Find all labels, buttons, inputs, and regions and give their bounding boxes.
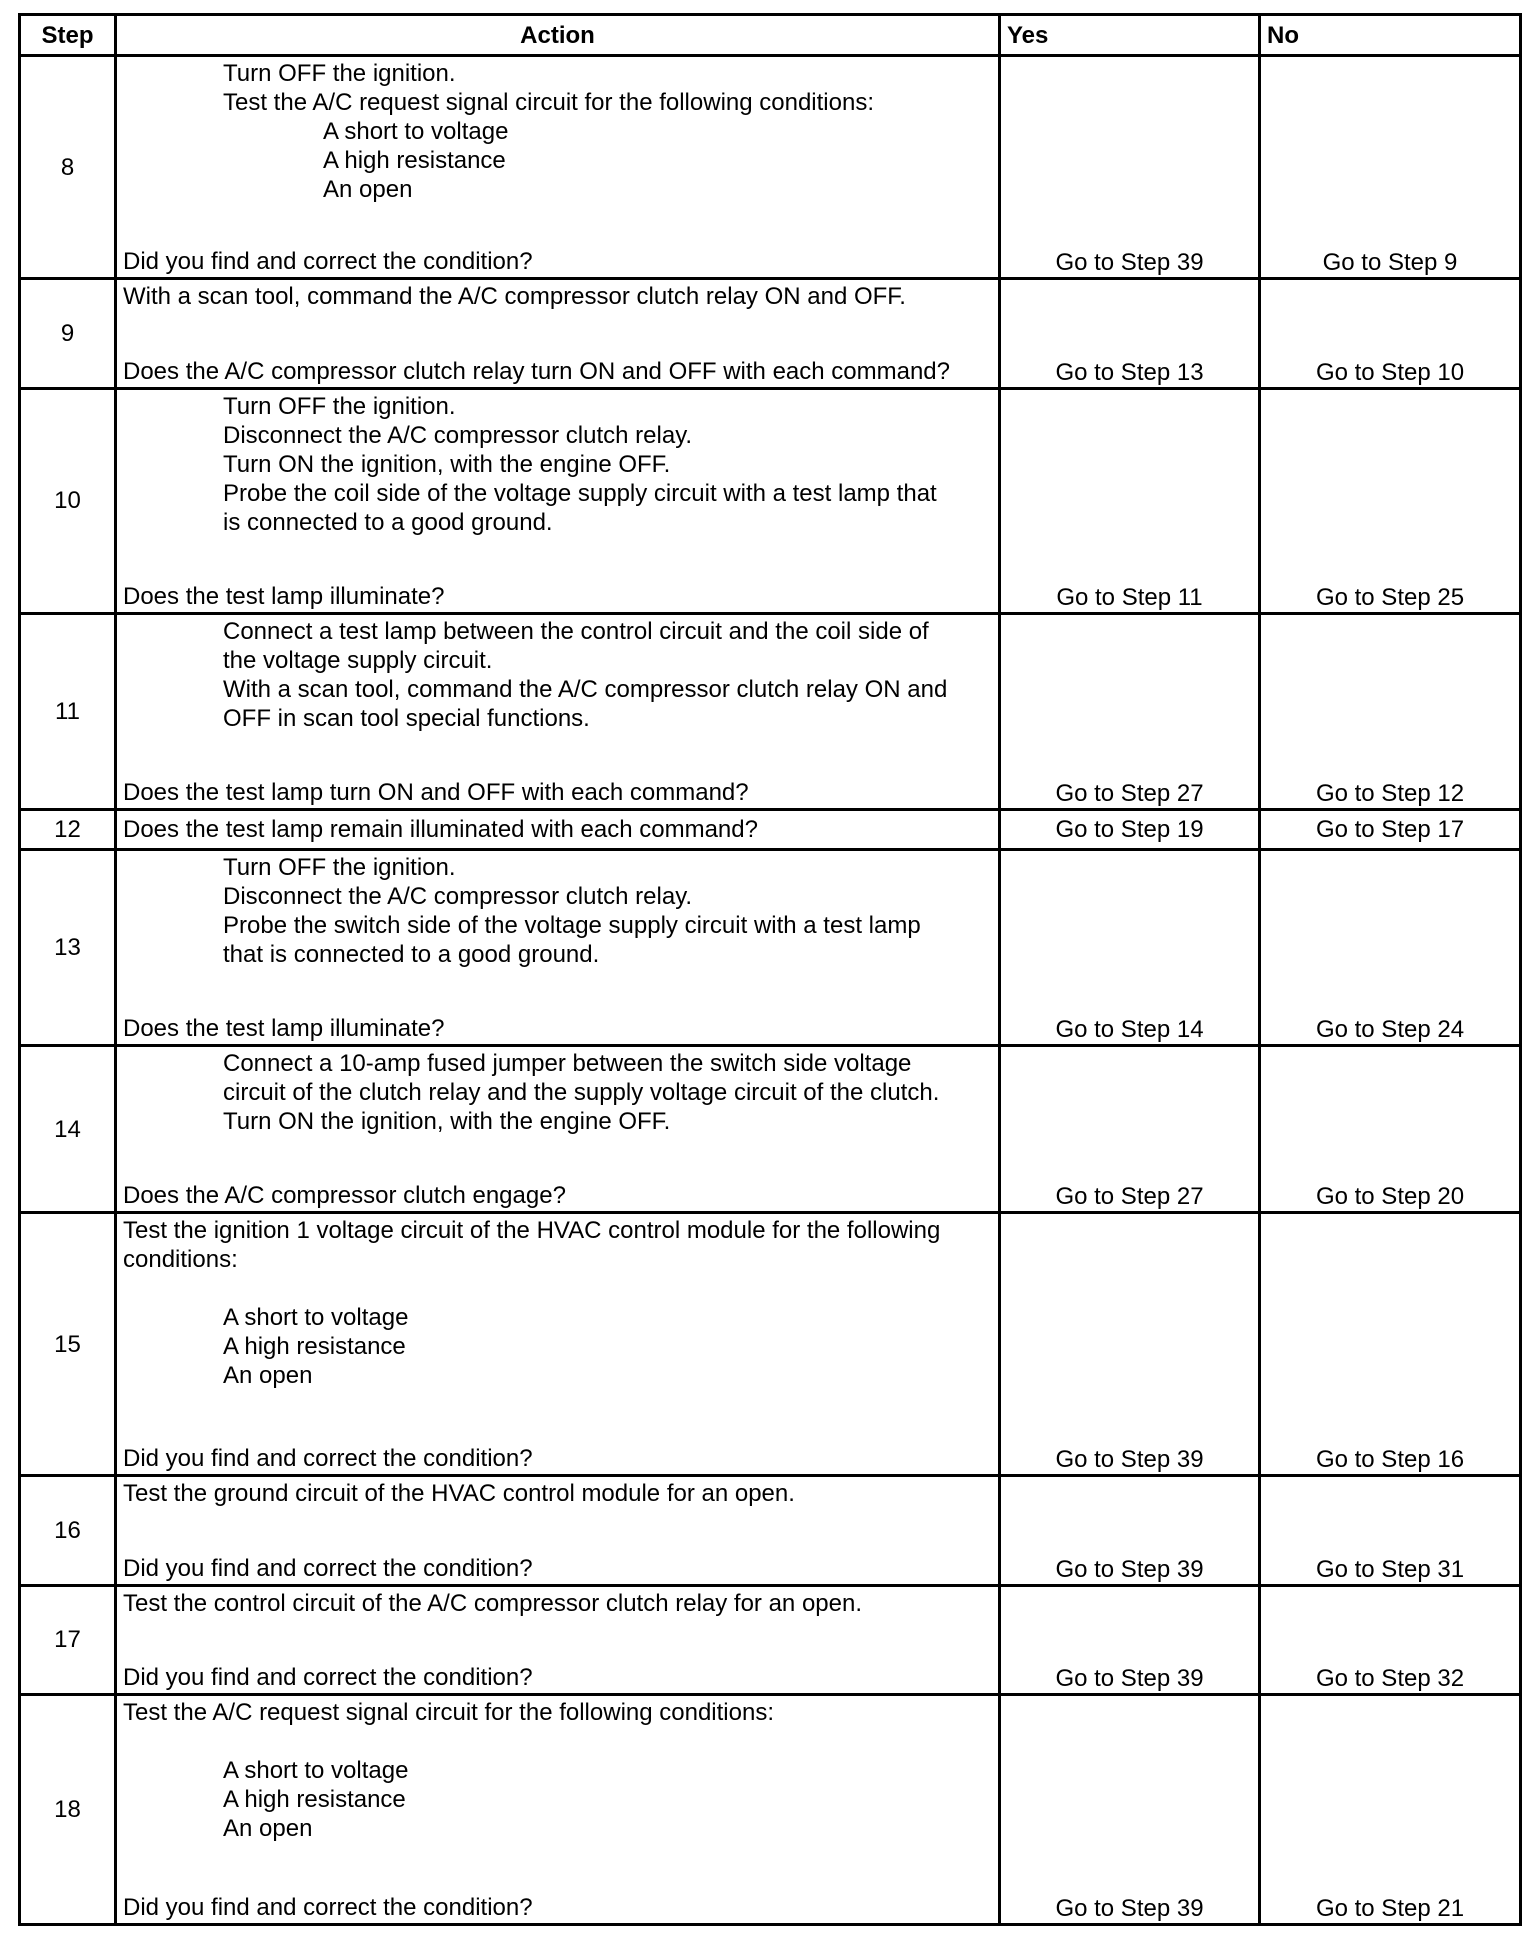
yes-result: Go to Step 27 <box>1000 1046 1260 1213</box>
action-line: Test the control circuit of the A/C compressor clutch relay for an open. <box>123 1589 863 1617</box>
action-question: Did you find and correct the condition? <box>123 1894 533 1921</box>
action-line: Probe the coil side of the voltage supply circuit with a test lamp that <box>223 480 937 508</box>
no-result: Go to Step 9 <box>1260 56 1521 279</box>
action-cell <box>116 1585 1000 1694</box>
action-question: Does the test lamp turn ON and OFF with each command? <box>123 778 749 806</box>
action-line: Test the A/C request signal circuit for the following conditions: <box>123 1698 774 1726</box>
yes-result: Go to Step 13 <box>1000 279 1260 389</box>
action-cell <box>116 1476 1000 1585</box>
yes-result: Go to Step 27 <box>1000 613 1260 809</box>
spacer <box>123 1727 992 1756</box>
action-cell <box>116 1213 1000 1476</box>
table-row <box>20 613 1521 809</box>
action-question: Does the A/C compressor clutch relay turn ON and OFF with each command? <box>123 358 951 386</box>
action-question: Did you find and correct the condition? <box>123 248 533 276</box>
action-line: conditions: <box>123 1246 238 1274</box>
action-question: Does the test lamp illuminate? <box>123 1015 445 1043</box>
table-row <box>20 1046 1521 1213</box>
action-line: A short to voltage <box>223 1756 409 1784</box>
action-line: circuit of the clutch relay and the supply voltage circuit of the clutch. <box>223 1079 940 1107</box>
action-question: Does the test lamp remain illuminated with each command? <box>123 815 758 843</box>
step-number: 15 <box>20 1213 116 1476</box>
table-row <box>20 389 1521 613</box>
action-line: that is connected to a good ground. <box>223 940 600 968</box>
header-no: No <box>1260 15 1521 56</box>
table-row <box>20 56 1521 279</box>
header-step: Step <box>20 15 116 56</box>
action-line: Disconnect the A/C compressor clutch relay. <box>223 422 693 450</box>
table-row <box>20 1476 1521 1585</box>
step-number: 13 <box>20 849 116 1045</box>
action-line: A high resistance <box>223 1785 406 1813</box>
table-row <box>20 849 1521 1045</box>
action-line: Connect a 10-amp fused jumper between the switch side voltage <box>223 1050 912 1078</box>
table-row <box>20 279 1521 389</box>
no-result: Go to Step 25 <box>1260 389 1521 613</box>
action-line: Turn OFF the ignition. <box>223 393 456 421</box>
step-number: 18 <box>20 1694 116 1924</box>
action-line: Test the ground circuit of the HVAC control module for an open. <box>123 1480 795 1508</box>
step-number: 14 <box>20 1046 116 1213</box>
action-line: Test the A/C request signal circuit for the following conditions: <box>223 89 874 116</box>
action-line: Disconnect the A/C compressor clutch relay. <box>223 882 693 910</box>
step-number: 12 <box>20 809 116 849</box>
table-row <box>20 1694 1521 1924</box>
no-result: Go to Step 32 <box>1260 1585 1521 1694</box>
action-line: Connect a test lamp between the control circuit and the coil side of <box>223 617 929 645</box>
action-question: Did you find and correct the condition? <box>123 1663 533 1691</box>
action-line: A high resistance <box>323 147 506 174</box>
table-row <box>20 1213 1521 1476</box>
action-question: Did you find and correct the condition? <box>123 1445 533 1473</box>
action-line: the voltage supply circuit. <box>223 646 493 674</box>
action-line: With a scan tool, command the A/C compressor clutch relay ON and OFF. <box>123 283 906 311</box>
action-cell <box>116 279 1000 389</box>
action-cell <box>116 613 1000 809</box>
step-number: 10 <box>20 389 116 613</box>
action-line: With a scan tool, command the A/C compressor clutch relay ON and <box>223 675 948 703</box>
yes-result: Go to Step 19 <box>1000 809 1260 849</box>
step-number: 17 <box>20 1585 116 1694</box>
action-line: A short to voltage <box>323 118 509 145</box>
action-line: An open <box>223 1362 313 1390</box>
header-action: Action <box>116 15 1000 56</box>
no-result: Go to Step 10 <box>1260 279 1521 389</box>
action-line: Turn ON the ignition, with the engine OFF. <box>223 1108 671 1136</box>
step-number: 16 <box>20 1476 116 1585</box>
yes-result: Go to Step 39 <box>1000 1476 1260 1585</box>
action-question: Did you find and correct the condition? <box>123 1554 533 1582</box>
no-result: Go to Step 20 <box>1260 1046 1521 1213</box>
action-cell <box>116 809 1000 849</box>
yes-result: Go to Step 39 <box>1000 1213 1260 1476</box>
yes-result: Go to Step 39 <box>1000 56 1260 279</box>
yes-result: Go to Step 14 <box>1000 849 1260 1045</box>
step-number: 11 <box>20 613 116 809</box>
header-row <box>20 15 1521 56</box>
step-number: 8 <box>20 56 116 279</box>
spacer <box>123 1274 992 1303</box>
action-cell <box>116 56 1000 279</box>
action-cell <box>116 1694 1000 1924</box>
action-line: An open <box>223 1814 313 1842</box>
no-result: Go to Step 31 <box>1260 1476 1521 1585</box>
no-result: Go to Step 24 <box>1260 849 1521 1045</box>
action-question: Does the test lamp illuminate? <box>123 582 445 610</box>
yes-result: Go to Step 11 <box>1000 389 1260 613</box>
action-line: Test the ignition 1 voltage circuit of the HVAC control module for the following <box>123 1217 941 1245</box>
action-cell <box>116 389 1000 613</box>
action-line: An open <box>323 176 413 203</box>
no-result: Go to Step 21 <box>1260 1694 1521 1924</box>
action-line: is connected to a good ground. <box>223 509 553 537</box>
action-line: OFF in scan tool special functions. <box>223 704 590 732</box>
no-result: Go to Step 17 <box>1260 809 1521 849</box>
no-result: Go to Step 16 <box>1260 1213 1521 1476</box>
diagnostic-table <box>18 13 1522 1926</box>
action-cell <box>116 849 1000 1045</box>
action-question: Does the A/C compressor clutch engage? <box>123 1182 566 1210</box>
step-number: 9 <box>20 279 116 389</box>
action-line: Turn OFF the ignition. <box>223 853 456 881</box>
table-row <box>20 809 1521 849</box>
action-line: Turn OFF the ignition. <box>223 60 456 87</box>
header-yes: Yes <box>1000 15 1260 56</box>
yes-result: Go to Step 39 <box>1000 1585 1260 1694</box>
table-row <box>20 1585 1521 1694</box>
no-result: Go to Step 12 <box>1260 613 1521 809</box>
action-line: Turn ON the ignition, with the engine OFF. <box>223 451 671 479</box>
action-line: A short to voltage <box>223 1304 409 1332</box>
action-line: Probe the switch side of the voltage supply circuit with a test lamp <box>223 911 921 939</box>
action-line: A high resistance <box>223 1333 406 1361</box>
action-cell <box>116 1046 1000 1213</box>
yes-result: Go to Step 39 <box>1000 1694 1260 1924</box>
